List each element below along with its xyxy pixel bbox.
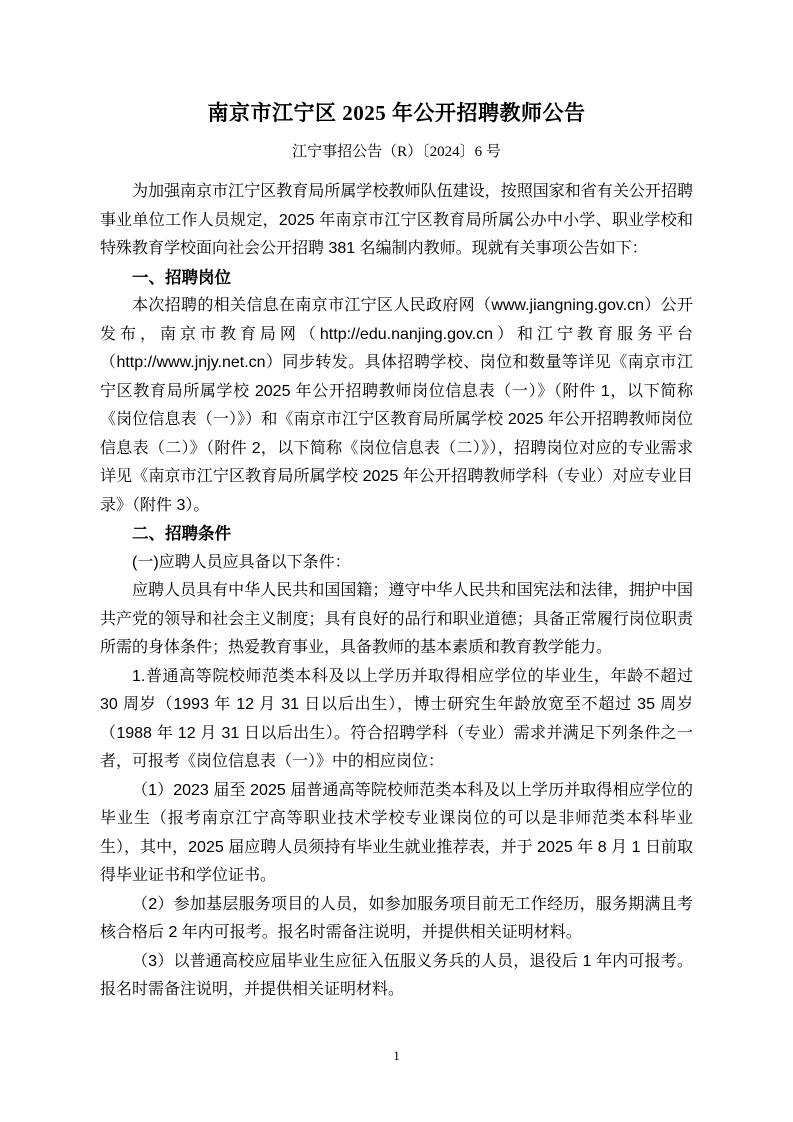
section-heading-recruitment-conditions: 二、招聘条件 bbox=[132, 525, 231, 543]
paragraph-condition-1-3: （3）以普通高校应届毕业生应征入伍服义务兵的人员，退役后 1 年内可报考。报名时需备注说明，并提供相关证明材料。 bbox=[100, 952, 693, 998]
section-heading-recruitment-positions: 一、招聘岗位 bbox=[132, 268, 231, 287]
document-title: 南京市江宁区 2025 年公开招聘教师公告 bbox=[207, 101, 586, 125]
paragraph-basic-conditions: 应聘人员具有中华人民共和国国籍；遵守中华人民共和国宪法和法律，拥护中国共产党的领导和社会主义制度；具有良好的品行和职业道德；具备正常履行岗位职责所需的身体条件；热爱教育事业，具备教师的基本素质和教育教学能力。 bbox=[100, 582, 693, 656]
paragraph-condition-1-1: （1）2023 届至 2025 届普通高等院校师范类本科及以上学历并取得相应学位的毕业生（报考南京江宁高等职业技术学校专业课岗位的可以是非师范类本科毕业生），其中，2025 届应聘人员须持有毕业生就业推荐表，并于 2025 年 8 月 1 日前取得毕业证书和学位证书。 bbox=[100, 781, 693, 884]
paragraph-conditions-lead: (一)应聘人员应具备以下条件： bbox=[132, 553, 351, 571]
paragraph-positions-info: 本次招聘的相关信息在南京市江宁区人民政府网（www.jiangning.gov.cn）公开发布，南京市教育局网（http://edu.nanjing.gov.cn）和江宁教育服务平台（http://www.jnjy.net.cn）同步转发。具体招聘学校、岗位和数量等详见《南京市江宁区教育局所属学校 2025 年公开招聘教师岗位信息表（一）》（附件 1，以下简称《岗位信息表（一）》）和《南京市江宁区教育局所属学校 2025 年公开招聘教师岗位信息表（二）》（附件 2，以下简称《岗位信息表（二）》），招聘岗位对应的专业需求详见《南京市江宁区教育局所属学校 2025 年公开招聘教师学科（专业）对应专业目录》（附件 3）。 bbox=[100, 297, 693, 514]
paragraph-intro: 为加强南京市江宁区教育局所属学校教师队伍建设，按照国家和省有关公开招聘事业单位工作人员规定，2025 年南京市江宁区教育局所属公办中小学、职业学校和特殊教育学校面向社会公开招聘 381 名编制内教师。现就有关事项公告如下： bbox=[100, 183, 693, 257]
page-number: 1 bbox=[393, 1048, 400, 1063]
paragraph-condition-1-2: （2）参加基层服务项目的人员，如参加服务项目前无工作经历，服务期满且考核合格后 2 年内可报考。报名时需备注说明，并提供相关证明材料。 bbox=[100, 895, 693, 941]
document-number: 江宁事招公告（R）〔2024〕6 号 bbox=[292, 144, 501, 160]
paragraph-condition-1: 1.普通高等院校师范类本科及以上学历并取得相应学位的毕业生，年龄不超过 30 周岁（1993 年 12 月 31 日以后出生），博士研究生年龄放宽至不超过 35 周岁（1988 年 12 月 31 日以后出生）。符合招聘学科（专业）需求并满足下列条件之一者，可报考《岗位信息表（一）》中的相应岗位： bbox=[100, 667, 693, 770]
